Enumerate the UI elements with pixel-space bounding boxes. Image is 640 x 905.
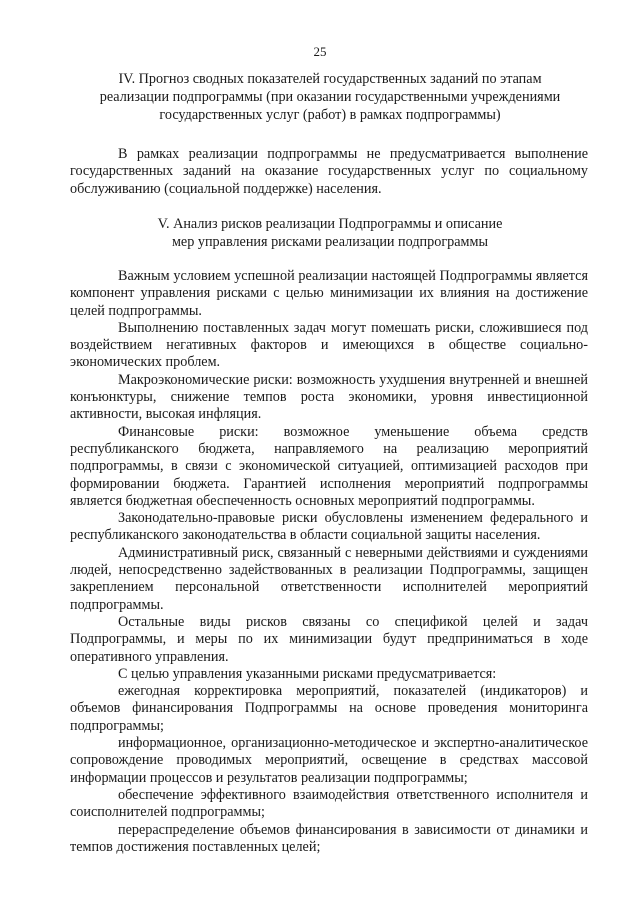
list-item: ежегодная корректировка мероприятий, показателей (индикаторов) и объемов финансирования Подпрограммы на основе проведения мониторинга подпрограммы; [70, 683, 588, 734]
paragraph: Законодательно-правовые риски обусловлены изменением федерального и республиканского законодательства в области социальной защиты населения. [70, 510, 588, 544]
list-item: обеспечение эффективного взаимодействия ответственного исполнителя и соисполнителей подпрограммы; [70, 786, 588, 821]
section-4-body [70, 146, 588, 198]
heading-line: реализации подпрограммы (при оказании государственными учреждениями [99, 89, 561, 105]
paragraph: Важным условием успешной реализации настоящей Подпрограммы является компонент управления рисками с целью минимизации их влияния на достижение целей подпрограммы. [70, 268, 588, 319]
section-5-body [70, 268, 588, 856]
paragraph: С целью управления указанными рисками предусматривается: [118, 665, 497, 682]
section-5-heading [70, 215, 590, 251]
paragraph: Остальные виды рисков связаны со спецификой целей и задач Подпрограммы, и меры по их минимизации будут предприниматься в ходе оперативного управления. [70, 613, 588, 665]
list-item: перераспределение объемов финансирования в зависимости от динамики и темпов достижения поставленных целей; [70, 821, 588, 855]
paragraph: Макроэкономические риски: возможность ухудшения внутренней и внешней конъюнктуры, снижение темпов роста экономики, уровня инвестиционной активности, высокая инфляция. [70, 371, 588, 423]
paragraph: Финансовые риски: возможное уменьшение объема средств республиканского бюджета, направляемого на реализацию мероприятий подпрограммы, в связи с экономической ситуацией, оптимизацией расходов при формировании бюджета. Гарантией исполнения мероприятий подпрограммы является бюджетная обеспеченность основных мероприятий подпрограммы. [70, 423, 588, 509]
page-number: 25 [313, 44, 327, 59]
heading-line: государственных услуг (работ) в рамках подпрограммы) [159, 107, 501, 123]
paragraph: В рамках реализации подпрограммы не предусматривается выполнение государственных заданий на оказание государственных услуг по социальному обслуживанию (социальной поддержке) населения. [70, 146, 588, 197]
heading-line: IV. Прогноз сводных показателей государственных заданий по этапам [118, 71, 542, 87]
paragraph: Административный риск, связанный с неверными действиями и суждениями людей, непосредственно задействованных в реализации Подпрограммы, защищен закреплением персональной ответственности исполнителей мероприятий подпрограммы. [70, 544, 588, 613]
paragraph: Выполнению поставленных задач могут помешать риски, сложившиеся под воздействием негативных факторов и имеющихся в обществе социально-экономических проблем. [70, 319, 588, 371]
heading-line: V. Анализ рисков реализации Подпрограммы и описание [157, 216, 503, 232]
section-4-heading [70, 70, 590, 124]
list-item: информационное, организационно-методическое и экспертно-аналитическое сопровождение проводимых мероприятий, освещение в средствах массовой информации процессов и результатов реализации подпрограммы; [70, 735, 588, 786]
heading-line: мер управления рисками реализации подпрограммы [171, 234, 489, 250]
